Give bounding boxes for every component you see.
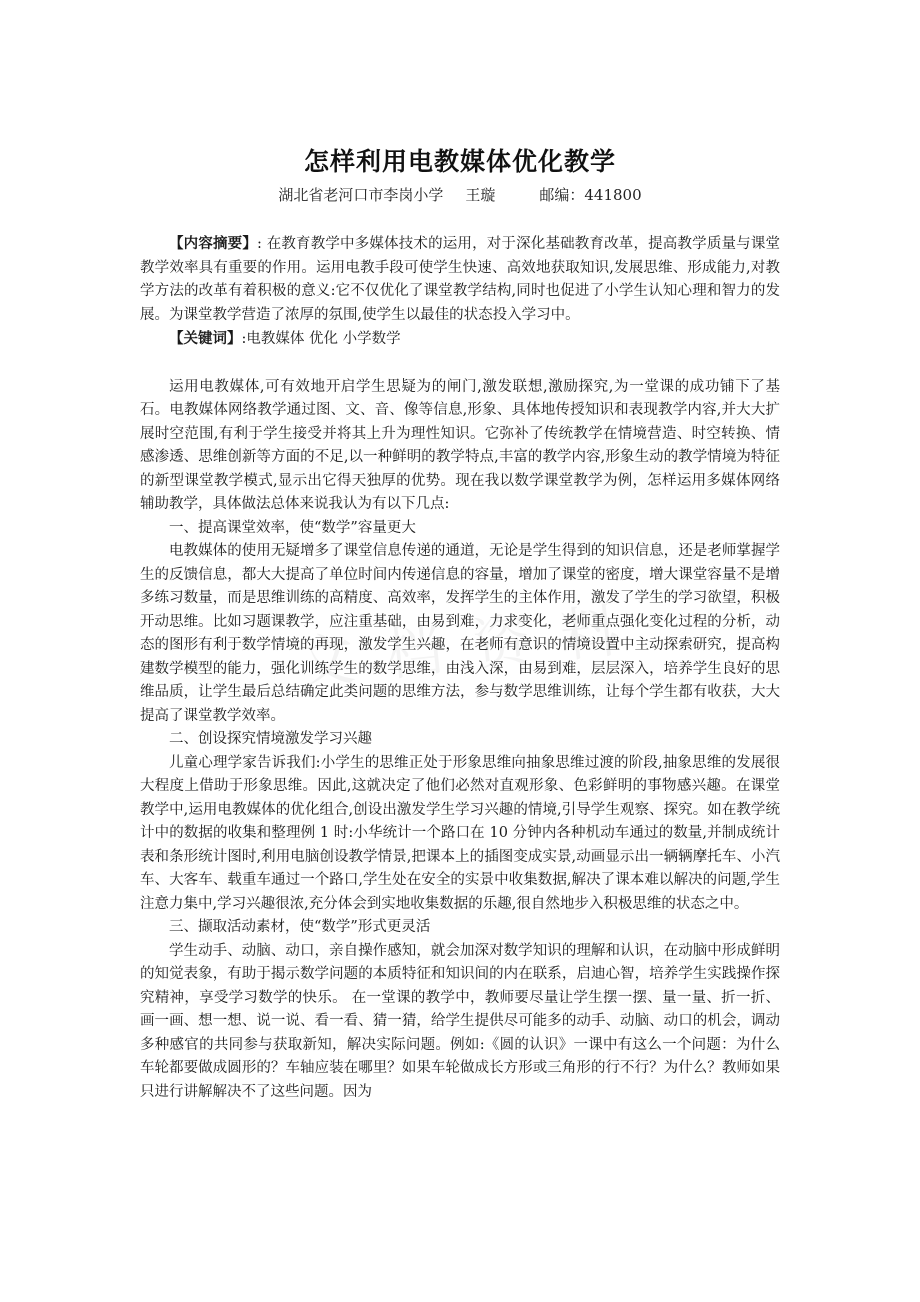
document-body — [140, 232, 780, 1104]
author-name: 王璇 — [465, 186, 496, 204]
keywords-paragraph — [140, 327, 780, 352]
keywords-text: :电教媒体 优化 小学数学 — [241, 331, 401, 347]
intro-paragraph: 运用电教媒体,可有效地开启学生思疑为的闸门,激发联想,激励探究,为一堂课的成功铺下了基石。电教媒体网络教学通过图、文、音、像等信息,形象、具体地传授知识和表现教学内容,并大大扩展时空范围,有利于学生接受并将其上升为理性知识。它弥补了传统教学在情境营造、时空转换、情感渗透、思维创新等方面的不足,以一种鲜明的教学特点,丰富的教学内容,形象生动的教学情境为特征的新型课堂教学模式,显示出它得天独厚的优势。现在我以数学课堂教学为例，怎样运用多媒体网络辅助教学，具体做法总体来说我认为有以下几点: — [140, 378, 780, 512]
section-heading-2: 二、创设探究情境激发学习兴趣 — [169, 731, 372, 747]
abstract-label: 【内容摘要】 — [169, 235, 258, 252]
section-paragraph-1: 电教媒体的使用无疑增多了课堂信息传递的通道，无论是学生得到的知识信息，还是老师掌握学生的反馈信息，都大大提高了单位时间内传递信息的容量，增加了课堂的密度，增大课堂容量不是增多练习数量，而是思维训练的高精度、高效率，发挥学生的主体作用，激发了学生的学习欲望，积极开动思维。比如习题课教学，应注重基础，由易到难，力求变化，老师重点强化变化过程的分析，动态的图形有利于数学情境的再现，激发学生兴趣，在老师有意识的情境设置中主动探索研究，提高构建数学模型的能力，强化训练学生的数学思维，由浅入深，由易到难，层层深入，培养学生良好的思维品质，让学生最后总结确定此类问题的思维方法，参与数学思维训练，让每个学生都有收获，大大提高了课堂教学效率。 — [140, 543, 780, 724]
section-heading-3: 三、撷取活动素材，使“数学”形式更灵活 — [169, 919, 431, 935]
section-paragraph-2: 儿童心理学家告诉我们:小学生的思维正处于形象思维向抽象思维过渡的阶段,抽象思维的发展很大程度上借助于形象思维。因此,这就决定了他们必然对直观形象、色彩鲜明的事物感兴趣。在课堂教学中,运用电教媒体的优化组合,创设出激发学生学习兴趣的情境,引导学生观察、探究。如在教学统计中的数据的收集和整理例 1 时:小华统计一个路口在 10 分钟内各种机动车通过的数量,并制成统计表和条形统计图时,利用电脑创设教学情景,把课本上的插图变成实景,动画显示出一辆辆摩托车、小汽车、大客车、载重车通过一个路口,学生处在安全的实景中收集数据,解决了课本难以解决的问题,学生注意力集中,学习兴趣很浓,充分体会到实地收集数据的乐趣,很自然地步入积极思维的状态之中。 — [140, 754, 780, 912]
document-title: 怎样利用电教媒体优化教学 — [303, 147, 616, 176]
section-heading-1: 一、提高课堂效率，使“数学”容量更大 — [169, 519, 416, 536]
section-paragraph-3: 学生动手、动脑、动口，亲自操作感知，就会加深对数学知识的理解和认识，在动脑中形成鲜明的知觉表象，有助于揭示数学问题的本质特征和知识间的内在联系，启迪心智，培养学生实践操作探究精神，享受学习数学的快乐。 在一堂课的教学中，教师要尽量让学生摆一摆、量一量、折一折、画一画、想一想、说一说、看一看、猜一猜，给学生提供尽可能多的动手、动脑、动口的机会，调动多种感官的共同参与获取新知，解决实际问题。例如:《圆的认识》一课中有这么一个问题：为什么车轮都要做成圆形的？车轴应装在哪里？如果车轮做成长方形或三角形的行不行？为什么？教师如果只进行讲解解决不了这些问题。因为 — [140, 942, 780, 1100]
byline — [0, 184, 920, 205]
author-unit: 湖北省老河口市李岗小学 — [278, 186, 444, 204]
spacer — [140, 352, 780, 376]
abstract-paragraph — [140, 232, 780, 327]
postal-code: 邮编：441800 — [539, 186, 642, 204]
abstract-text: : 在教育教学中多媒体技术的运用，对于深化基础教育改革，提高教学质量与课堂教学效率具有重要的作用。运用电教手段可使学生快速、高效地获取知识,发展思维、形成能力,对教学方法的改革有着积极的意义:它不仅优化了课堂教学结构,同时也促进了小学生认知心理和智力的发展。为课堂教学营造了浓厚的氛围,使学生以最佳的状态投入学习中。 — [140, 236, 780, 323]
keywords-label: 【关键词】 — [169, 330, 242, 347]
